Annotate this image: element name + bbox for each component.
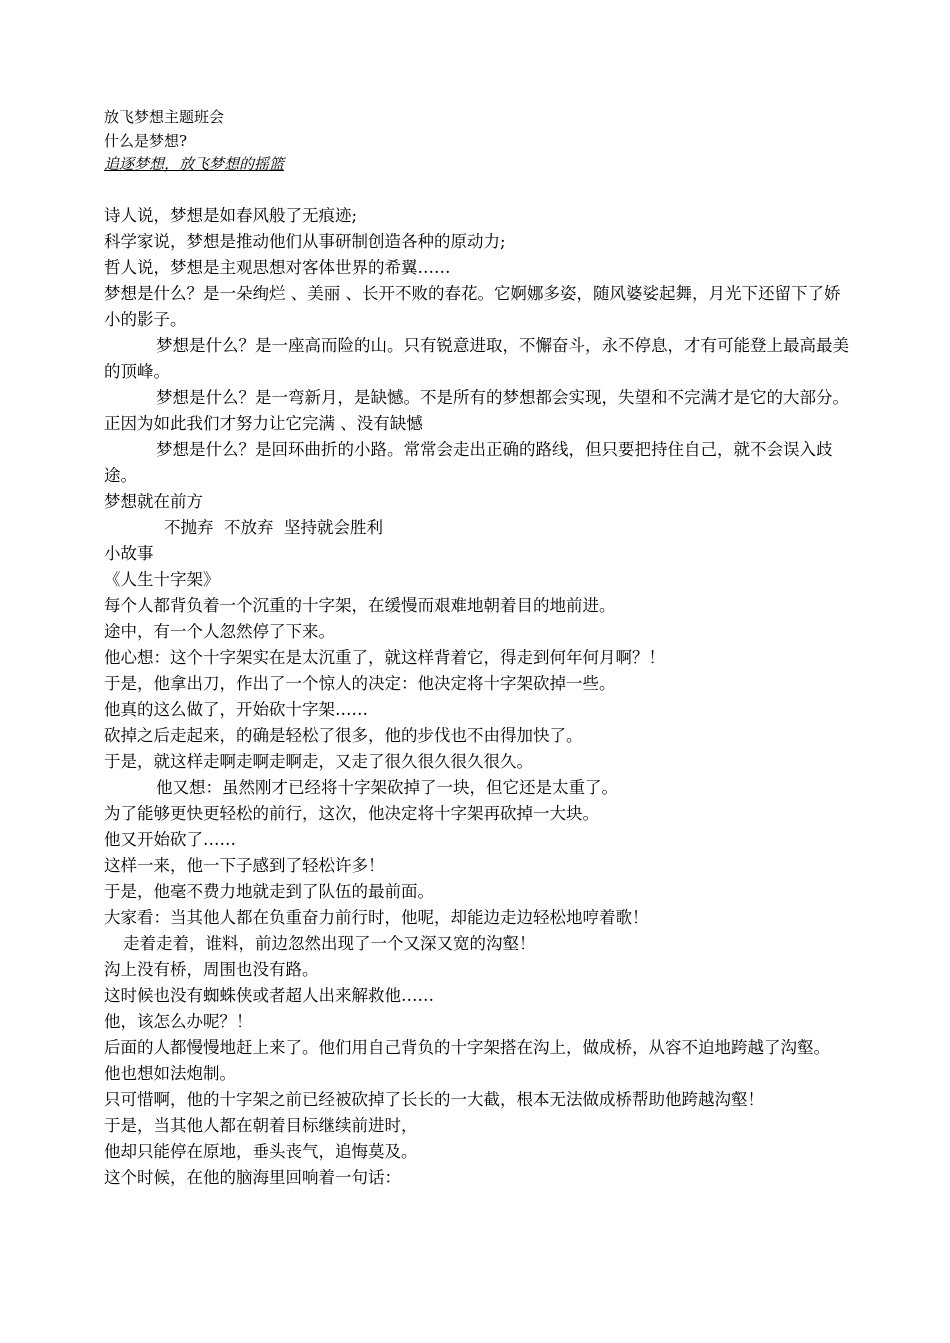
story-label: 小故事	[104, 543, 154, 563]
dream-ahead-line: 梦想就在前方	[104, 491, 203, 511]
story-line: 大家看：当其他人都在负重奋力前行时，他呢，却能边走边轻松地哼着歌！	[104, 907, 649, 927]
story-line: 他，该怎么办呢？！	[104, 1011, 253, 1031]
story-line: 他心想：这个十字架实在是太沉重了，就这样背着它，得走到何年何月啊？！	[104, 647, 665, 667]
story-line: 沟上没有桥，周围也没有路。	[104, 959, 319, 979]
paragraph: 梦想是什么？是一弯新月，是缺憾。不是所有的梦想都会实现，失望和不完满才是它的大部分。正因为如此我们才努力让它完满 、没有缺憾	[104, 387, 849, 433]
paragraph: 梦想是什么？是一座高而险的山。只有锐意进取，不懈奋斗，永不停息，才有可能登上最高最美的顶峰。	[104, 335, 849, 381]
story-line: 这样一来，他一下子感到了轻松许多！	[104, 855, 385, 875]
subtitle: 追逐梦想，放飞梦想的摇篮	[104, 155, 285, 173]
story-line: 于是，当其他人都在朝着目标继续前进时，	[104, 1115, 418, 1135]
story-line: 这个时候，在他的脑海里回响着一句话：	[104, 1167, 401, 1187]
story-line: 他也想如法炮制。	[104, 1063, 236, 1083]
story-line: 他真的这么做了，开始砍十字架……	[104, 699, 368, 719]
blank-line	[104, 177, 852, 203]
intro-line: 哲人说，梦想是主观思想对客体世界的希翼……	[104, 257, 451, 277]
story-line: 途中，有一个人忽然停了下来。	[104, 621, 335, 641]
story-line: 砍掉之后走起来，的确是轻松了很多，他的步伐也不由得加快了。	[104, 725, 583, 745]
story-line: 于是，他毫不费力地就走到了队伍的最前面。	[104, 881, 434, 901]
paragraph: 梦想是什么？是回环曲折的小路。常常会走出正确的路线，但只要把持住自己，就不会误入歧途。	[104, 439, 833, 485]
story-line: 为了能够更快更轻松的前行，这次，他决定将十字架再砍掉一大块。	[104, 803, 599, 823]
story-line-indented: 他又想：虽然刚才已经将十字架砍掉了一块，但它还是太重了。	[156, 777, 618, 797]
paragraph: 梦想是什么？是一朵绚烂 、美丽 、长开不败的春花。它婀娜多姿，随风婆娑起舞，月光下还留下了娇小的影子。	[104, 283, 841, 329]
story-line: 于是，他拿出刀，作出了一个惊人的决定：他决定将十字架砍掉一些。	[104, 673, 616, 693]
document-body	[104, 106, 852, 1191]
story-line: 这时候也没有蜘蛛侠或者超人出来解救他……	[104, 985, 434, 1005]
story-line: 他又开始砍了……	[104, 829, 236, 849]
story-line: 只可惜啊，他的十字架之前已经被砍掉了长长的一大截，根本无法做成桥帮助他跨越沟壑！	[104, 1089, 764, 1109]
story-line: 于是，就这样走啊走啊走啊走，又走了很久很久很久很久。	[104, 751, 533, 771]
question-heading: 什么是梦想?	[104, 131, 188, 150]
story-line: 他却只能停在原地，垂头丧气，追悔莫及。	[104, 1141, 418, 1161]
intro-line: 科学家说，梦想是推动他们从事研制创造各种的原动力;	[104, 231, 506, 251]
story-line-small-indent: 走着走着，谁料，前边忽然出现了一个又深又宽的沟壑！	[123, 933, 536, 953]
document-title: 放飞梦想主题班会	[104, 108, 225, 126]
story-paragraph: 后面的人都慢慢地赶上来了。他们用自己背负的十字架搭在沟上，做成桥，从容不迫地跨越了沟壑。	[104, 1037, 830, 1057]
slogan-line: 不抛弃 不放弃 坚持就会胜利	[164, 517, 383, 537]
intro-line: 诗人说，梦想是如春风般了无痕迹;	[104, 205, 358, 225]
story-title: 《人生十字架》	[104, 569, 220, 589]
story-line: 每个人都背负着一个沉重的十字架，在缓慢而艰难地朝着目的地前进。	[104, 595, 616, 615]
